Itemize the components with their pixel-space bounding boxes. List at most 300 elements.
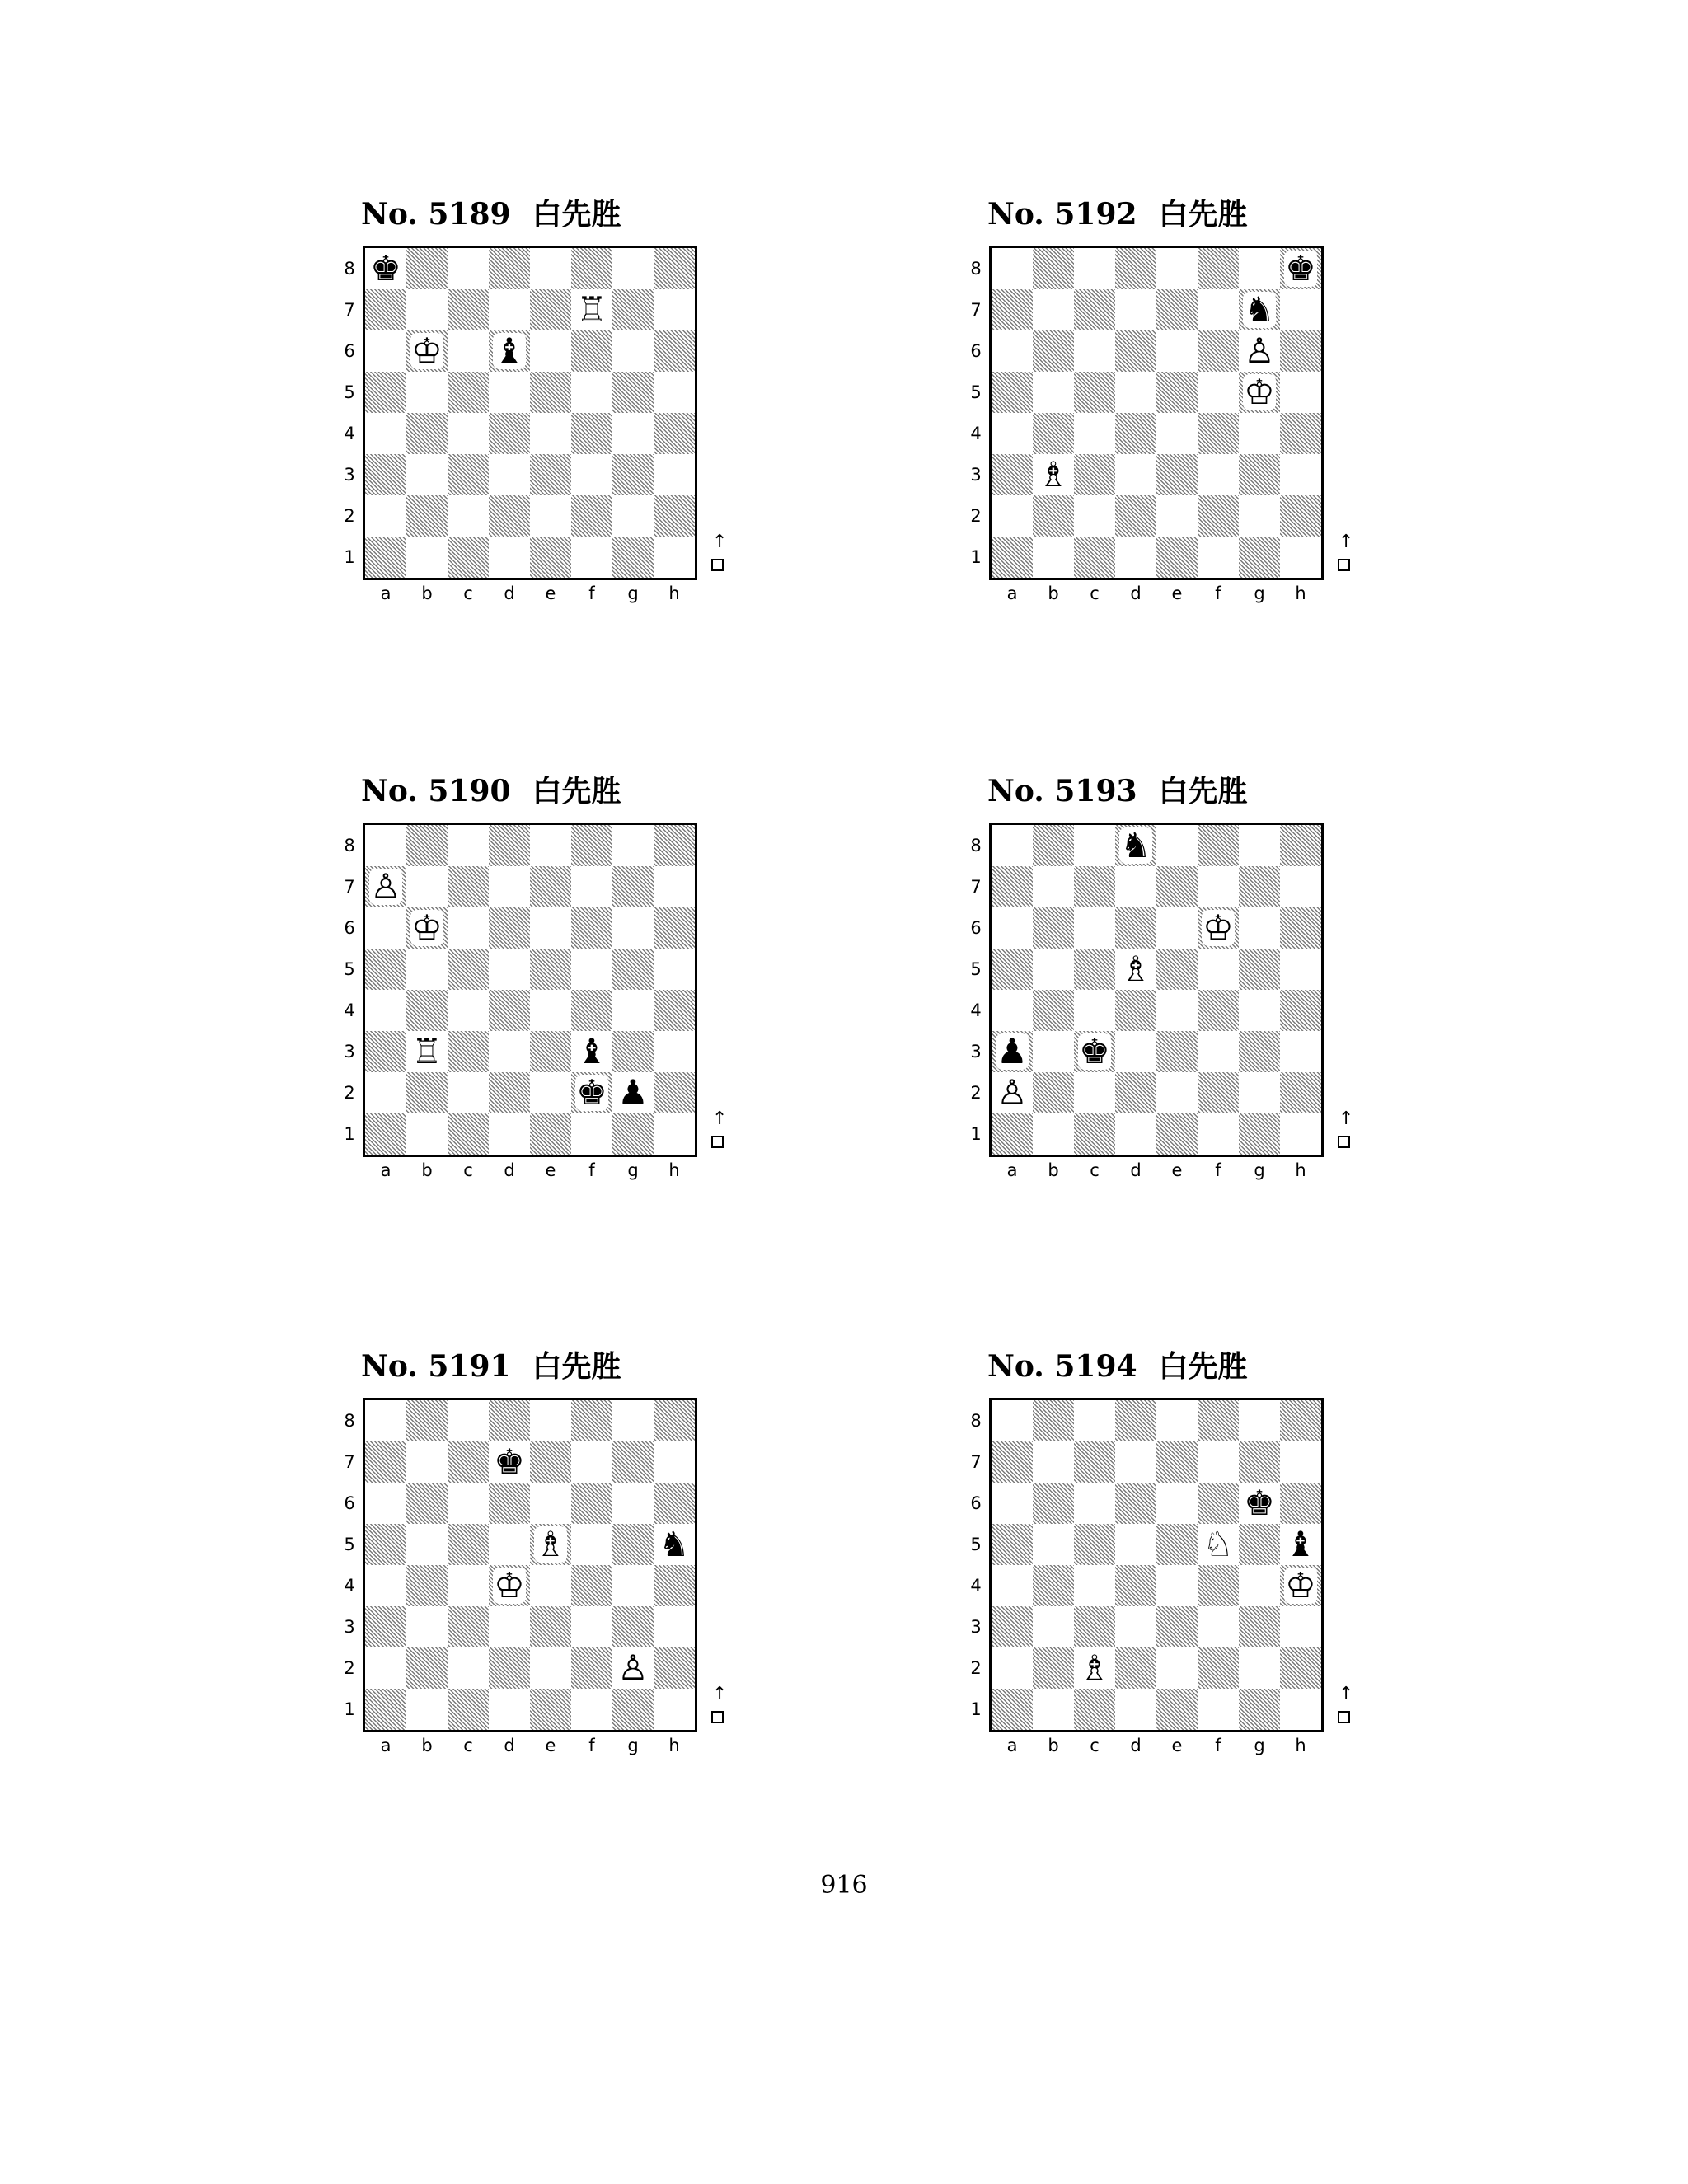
- board-square-f1: [1198, 1113, 1239, 1155]
- board-square-b8: [1033, 1400, 1074, 1441]
- board-square-e6: [1156, 1483, 1198, 1524]
- board-square-f6: [571, 907, 612, 949]
- white-to-move-icon: [709, 532, 728, 577]
- board-square-f3: [571, 454, 612, 495]
- board-square-g4: [612, 1565, 654, 1606]
- board-square-b6: [1033, 907, 1074, 949]
- board-square-f8: [571, 248, 612, 289]
- rank-label: 2: [344, 506, 355, 526]
- board-square-b6: [1033, 330, 1074, 372]
- board-square-f2: [571, 495, 612, 537]
- puzzle-task: 白先胜: [1158, 775, 1248, 808]
- board-square-f2: [571, 1647, 612, 1689]
- board-square-h8: [1280, 825, 1321, 866]
- puzzle-5190: [330, 766, 742, 1228]
- board-square-b3: [406, 1606, 448, 1647]
- board-square-a4: [365, 1565, 406, 1606]
- white-rook-icon: ♖: [576, 289, 607, 330]
- board-square-g3: [1239, 1031, 1280, 1072]
- board-square-d6: [1115, 1483, 1156, 1524]
- board-square-a5: [992, 372, 1033, 413]
- board-square-h8: [654, 825, 695, 866]
- board-square-e7: [530, 1441, 571, 1483]
- board-square-b3: [1033, 1031, 1074, 1072]
- board-square-f7: [1198, 289, 1239, 330]
- board-square-d2: [1115, 1072, 1156, 1113]
- puzzle-number: No. 5189: [361, 197, 511, 232]
- board-square-a4: [365, 990, 406, 1031]
- rank-label: 3: [344, 1042, 355, 1062]
- file-label: b: [1048, 1736, 1059, 1755]
- rank-label: 5: [970, 959, 982, 979]
- board-square-g1: [1239, 1689, 1280, 1730]
- board-square-f8: [1198, 825, 1239, 866]
- board-square-g2: [1239, 495, 1280, 537]
- board-square-f7: [571, 1441, 612, 1483]
- board-square-g7: [612, 289, 654, 330]
- board-square-g8: [612, 248, 654, 289]
- board-square-e4: [530, 413, 571, 454]
- board-square-e1: [1156, 1689, 1198, 1730]
- board-square-c1: [448, 537, 489, 578]
- puzzle-5193: [956, 766, 1368, 1228]
- board-square-g3: [1239, 454, 1280, 495]
- board-square-e6: [530, 1483, 571, 1524]
- board-square-c4: [448, 1565, 489, 1606]
- file-label: a: [1006, 1736, 1018, 1755]
- board-square-c3: [448, 1606, 489, 1647]
- board-square-b1: [1033, 1689, 1074, 1730]
- board-square-f4: [1198, 990, 1239, 1031]
- board-square-g6: [1239, 907, 1280, 949]
- board-square-c8: [1074, 825, 1115, 866]
- board-square-f6: [1198, 1483, 1239, 1524]
- board-square-c7: [1074, 289, 1115, 330]
- board-square-d2: [489, 1072, 530, 1113]
- board-square-d4: [1115, 990, 1156, 1031]
- board-square-f5: [1198, 372, 1239, 413]
- white-rook-icon: ♖: [411, 1031, 443, 1071]
- board-square-c3: [448, 1031, 489, 1072]
- board-square-h5: [1280, 949, 1321, 990]
- chess-board: [363, 1398, 697, 1732]
- board-square-c1: [448, 1113, 489, 1155]
- board-square-c5: [448, 949, 489, 990]
- rank-label: 6: [970, 341, 982, 361]
- board-square-d8: [489, 825, 530, 866]
- board-square-e7: [530, 289, 571, 330]
- board-square-d5: [489, 1524, 530, 1565]
- board-square-f4: [1198, 1565, 1239, 1606]
- board-square-a1: [365, 1113, 406, 1155]
- board-square-h2: [654, 1647, 695, 1689]
- board-square-h1: [654, 1689, 695, 1730]
- white-king-icon: ♔: [494, 1565, 525, 1605]
- board-square-h6: [1280, 330, 1321, 372]
- board-square-e6: [530, 330, 571, 372]
- white-to-move-icon: [709, 1684, 728, 1729]
- board-square-a3: [365, 454, 406, 495]
- rank-label: 4: [970, 424, 982, 443]
- file-label: a: [380, 583, 392, 603]
- board-square-h1: [1280, 1689, 1321, 1730]
- board-square-f1: [571, 537, 612, 578]
- rank-label: 1: [344, 1699, 355, 1719]
- board-square-h2: [654, 495, 695, 537]
- board-square-d2: [1115, 1647, 1156, 1689]
- arrow-up-icon: ↑: [1339, 1684, 1354, 1704]
- board-square-b4: [406, 413, 448, 454]
- rank-label: 1: [970, 547, 982, 567]
- board-square-h3: [654, 454, 695, 495]
- board-square-g1: [612, 537, 654, 578]
- file-label: f: [1215, 1736, 1221, 1755]
- file-label: d: [504, 583, 515, 603]
- white-bishop-icon: ♗: [535, 1524, 566, 1564]
- puzzle-task: 白先胜: [532, 198, 621, 232]
- rank-label: 2: [970, 1083, 982, 1103]
- board-square-g2: [612, 495, 654, 537]
- rank-label: 8: [970, 259, 982, 279]
- rank-label: 4: [344, 424, 355, 443]
- board-square-e2: [530, 1072, 571, 1113]
- board-square-h5: [1280, 372, 1321, 413]
- black-bishop-icon: ♝: [1285, 1524, 1316, 1564]
- board-square-d6: [489, 907, 530, 949]
- board-square-b5: [406, 949, 448, 990]
- board-square-c1: [448, 1689, 489, 1730]
- black-king-icon: ♚: [1244, 1483, 1275, 1523]
- board-square-g4: [1239, 413, 1280, 454]
- white-square-icon: [711, 1136, 724, 1148]
- board-square-g5: [1239, 1524, 1280, 1565]
- board-square-h6: [654, 907, 695, 949]
- board-square-b2: [1033, 1072, 1074, 1113]
- file-label: d: [1130, 1736, 1142, 1755]
- board-square-e8: [530, 825, 571, 866]
- board-square-h2: [1280, 1647, 1321, 1689]
- board-square-f8: [571, 1400, 612, 1441]
- board-square-b2: [1033, 495, 1074, 537]
- board-square-a6: [992, 907, 1033, 949]
- file-label: e: [545, 583, 556, 603]
- board-square-f4: [571, 413, 612, 454]
- board-square-c4: [1074, 990, 1115, 1031]
- rank-label: 7: [344, 1452, 355, 1472]
- board-square-a1: [992, 1113, 1033, 1155]
- file-label: a: [380, 1160, 392, 1180]
- board-square-g5: [1239, 949, 1280, 990]
- file-label: e: [545, 1160, 556, 1180]
- board-square-h3: [654, 1031, 695, 1072]
- puzzle-title: [361, 190, 707, 239]
- board-square-d2: [489, 495, 530, 537]
- file-label: d: [504, 1736, 515, 1755]
- board-square-f6: [571, 1483, 612, 1524]
- board-square-c6: [448, 330, 489, 372]
- board-square-c4: [448, 413, 489, 454]
- file-label: a: [1006, 583, 1018, 603]
- board-square-d5: [1115, 1524, 1156, 1565]
- white-pawn-icon: ♙: [370, 866, 401, 907]
- board-square-f6: [1198, 330, 1239, 372]
- board-square-g8: [1239, 1400, 1280, 1441]
- board-square-a2: [365, 1647, 406, 1689]
- board-square-h8: [1280, 1400, 1321, 1441]
- board-square-a5: [365, 949, 406, 990]
- board-square-e5: [530, 372, 571, 413]
- white-knight-icon: ♘: [1203, 1524, 1234, 1564]
- black-knight-icon: ♞: [1244, 289, 1275, 330]
- board-square-g3: [1239, 1606, 1280, 1647]
- board-square-a4: [992, 413, 1033, 454]
- board-square-d1: [489, 1113, 530, 1155]
- rank-label: 6: [970, 1493, 982, 1513]
- board-square-c1: [1074, 1689, 1115, 1730]
- board-square-f3: [1198, 1031, 1239, 1072]
- rank-label: 6: [344, 918, 355, 938]
- puzzle-task: 白先胜: [532, 1350, 621, 1384]
- board-square-h6: [1280, 1483, 1321, 1524]
- arrow-up-icon: ↑: [1339, 1108, 1354, 1129]
- board-square-d8: [489, 248, 530, 289]
- white-pawn-icon: ♙: [996, 1072, 1028, 1113]
- board-square-d3: [489, 1031, 530, 1072]
- board-square-b4: [406, 990, 448, 1031]
- board-square-e2: [530, 1647, 571, 1689]
- puzzle-title: [987, 190, 1334, 239]
- board-square-c2: [448, 495, 489, 537]
- file-label: h: [1295, 1160, 1306, 1180]
- board-square-f4: [571, 990, 612, 1031]
- arrow-up-icon: ↑: [712, 1684, 728, 1704]
- board-square-f1: [1198, 537, 1239, 578]
- board-square-a8: [365, 825, 406, 866]
- rank-label: 8: [344, 836, 355, 855]
- black-king-icon: ♚: [1285, 248, 1316, 288]
- board-square-e8: [530, 1400, 571, 1441]
- board-square-e7: [530, 866, 571, 907]
- rank-label: 4: [344, 1576, 355, 1596]
- file-label: b: [1048, 1160, 1059, 1180]
- board-square-g7: [612, 866, 654, 907]
- board-square-h4: [1280, 413, 1321, 454]
- file-label: h: [668, 1160, 680, 1180]
- board-square-h4: [654, 1565, 695, 1606]
- board-square-g3: [612, 1031, 654, 1072]
- board-square-f5: [571, 949, 612, 990]
- puzzle-title: [987, 1342, 1334, 1391]
- board-square-b5: [1033, 372, 1074, 413]
- board-square-a6: [992, 1483, 1033, 1524]
- board-square-h3: [654, 1606, 695, 1647]
- board-square-b8: [1033, 248, 1074, 289]
- board-square-c3: [1074, 1606, 1115, 1647]
- board-square-e2: [1156, 495, 1198, 537]
- board-square-h3: [1280, 1606, 1321, 1647]
- board-square-a4: [992, 990, 1033, 1031]
- board-square-c8: [448, 1400, 489, 1441]
- rank-label: 2: [344, 1083, 355, 1103]
- board-square-a8: [992, 825, 1033, 866]
- board-square-e3: [1156, 454, 1198, 495]
- arrow-up-icon: ↑: [712, 1108, 728, 1129]
- puzzle-task: 白先胜: [1158, 1350, 1248, 1384]
- board-square-c4: [1074, 1565, 1115, 1606]
- board-square-b4: [1033, 413, 1074, 454]
- board-square-h1: [1280, 537, 1321, 578]
- board-square-e5: [1156, 1524, 1198, 1565]
- board-square-h8: [654, 248, 695, 289]
- board-square-h6: [1280, 907, 1321, 949]
- board-square-h6: [654, 1483, 695, 1524]
- rank-label: 1: [970, 1699, 982, 1719]
- file-label: d: [1130, 1160, 1142, 1180]
- board-square-a6: [365, 907, 406, 949]
- board-square-g6: [612, 907, 654, 949]
- board-square-c2: [1074, 1072, 1115, 1113]
- rank-label: 8: [344, 259, 355, 279]
- board-square-h1: [654, 537, 695, 578]
- arrow-up-icon: ↑: [712, 532, 728, 552]
- puzzle-title: [361, 1342, 707, 1391]
- board-square-e3: [530, 1606, 571, 1647]
- white-square-icon: [711, 559, 724, 571]
- board-square-d3: [1115, 1606, 1156, 1647]
- board-square-e2: [1156, 1647, 1198, 1689]
- board-square-e5: [1156, 372, 1198, 413]
- board-square-d4: [1115, 1565, 1156, 1606]
- board-square-e4: [1156, 1565, 1198, 1606]
- board-square-b5: [1033, 1524, 1074, 1565]
- white-pawn-icon: ♙: [1244, 330, 1275, 371]
- board-square-d6: [1115, 907, 1156, 949]
- rank-label: 1: [344, 1124, 355, 1144]
- board-square-h7: [1280, 1441, 1321, 1483]
- board-square-b2: [406, 495, 448, 537]
- board-square-d7: [489, 289, 530, 330]
- board-square-h4: [654, 990, 695, 1031]
- rank-label: 3: [970, 1042, 982, 1062]
- board-square-a7: [365, 1441, 406, 1483]
- board-square-c5: [1074, 1524, 1115, 1565]
- chess-board: [363, 246, 697, 580]
- rank-label: 2: [970, 1658, 982, 1678]
- rank-label: 8: [970, 836, 982, 855]
- board-square-d7: [1115, 1441, 1156, 1483]
- rank-label: 5: [970, 1535, 982, 1554]
- file-label: a: [380, 1736, 392, 1755]
- board-square-e4: [530, 1565, 571, 1606]
- board-square-f1: [571, 1113, 612, 1155]
- rank-label: 6: [344, 1493, 355, 1513]
- board-square-e6: [530, 907, 571, 949]
- board-square-e1: [530, 537, 571, 578]
- rank-label: 7: [970, 1452, 982, 1472]
- board-square-b1: [406, 537, 448, 578]
- white-pawn-icon: ♙: [617, 1647, 649, 1688]
- board-square-a8: [992, 1400, 1033, 1441]
- rank-label: 6: [970, 918, 982, 938]
- board-square-e7: [1156, 289, 1198, 330]
- board-square-e4: [1156, 413, 1198, 454]
- puzzle-5194: [956, 1342, 1368, 1803]
- board-square-b7: [406, 1441, 448, 1483]
- file-label: f: [588, 1736, 595, 1755]
- board-square-a3: [992, 454, 1033, 495]
- rank-label: 3: [970, 1617, 982, 1637]
- board-square-b1: [1033, 1113, 1074, 1155]
- board-square-e8: [1156, 1400, 1198, 1441]
- board-square-g1: [1239, 537, 1280, 578]
- puzzle-number: No. 5190: [361, 774, 511, 808]
- board-square-d7: [1115, 866, 1156, 907]
- board-square-h1: [654, 1113, 695, 1155]
- board-square-h4: [1280, 990, 1321, 1031]
- board-square-f4: [571, 1565, 612, 1606]
- board-square-b7: [406, 289, 448, 330]
- board-square-h2: [1280, 1072, 1321, 1113]
- board-square-b2: [406, 1072, 448, 1113]
- board-square-d7: [489, 866, 530, 907]
- white-king-icon: ♔: [1244, 372, 1275, 412]
- file-label: f: [588, 583, 595, 603]
- board-square-e7: [1156, 1441, 1198, 1483]
- board-square-e1: [530, 1689, 571, 1730]
- rank-label: 5: [970, 382, 982, 402]
- board-square-c8: [1074, 248, 1115, 289]
- board-square-h7: [1280, 866, 1321, 907]
- board-square-d8: [489, 1400, 530, 1441]
- board-square-f1: [1198, 1689, 1239, 1730]
- board-square-f7: [1198, 866, 1239, 907]
- board-square-a6: [992, 330, 1033, 372]
- file-label: b: [421, 1160, 433, 1180]
- board-square-g2: [1239, 1072, 1280, 1113]
- puzzle-5191: [330, 1342, 742, 1803]
- file-label: c: [1090, 583, 1100, 603]
- board-square-f8: [1198, 1400, 1239, 1441]
- board-square-c2: [1074, 495, 1115, 537]
- board-square-g3: [612, 454, 654, 495]
- chess-board: [989, 246, 1324, 580]
- puzzle-5192: [956, 190, 1368, 651]
- board-square-g4: [1239, 1565, 1280, 1606]
- board-square-h3: [1280, 454, 1321, 495]
- rank-label: 6: [344, 341, 355, 361]
- board-square-c3: [448, 454, 489, 495]
- black-king-icon: ♚: [370, 248, 401, 288]
- board-square-g4: [612, 990, 654, 1031]
- board-square-d4: [489, 990, 530, 1031]
- board-square-a4: [992, 1565, 1033, 1606]
- board-square-a8: [992, 248, 1033, 289]
- black-knight-icon: ♞: [1120, 825, 1151, 865]
- board-square-f2: [1198, 495, 1239, 537]
- board-square-c7: [448, 1441, 489, 1483]
- board-square-b4: [1033, 1565, 1074, 1606]
- file-label: c: [463, 583, 473, 603]
- rank-label: 1: [970, 1124, 982, 1144]
- board-square-g8: [612, 1400, 654, 1441]
- black-king-icon: ♚: [494, 1441, 525, 1482]
- board-square-h7: [654, 289, 695, 330]
- board-square-b8: [1033, 825, 1074, 866]
- white-bishop-icon: ♗: [1038, 454, 1069, 494]
- board-square-d4: [489, 413, 530, 454]
- board-square-f2: [1198, 1072, 1239, 1113]
- board-square-d1: [1115, 1689, 1156, 1730]
